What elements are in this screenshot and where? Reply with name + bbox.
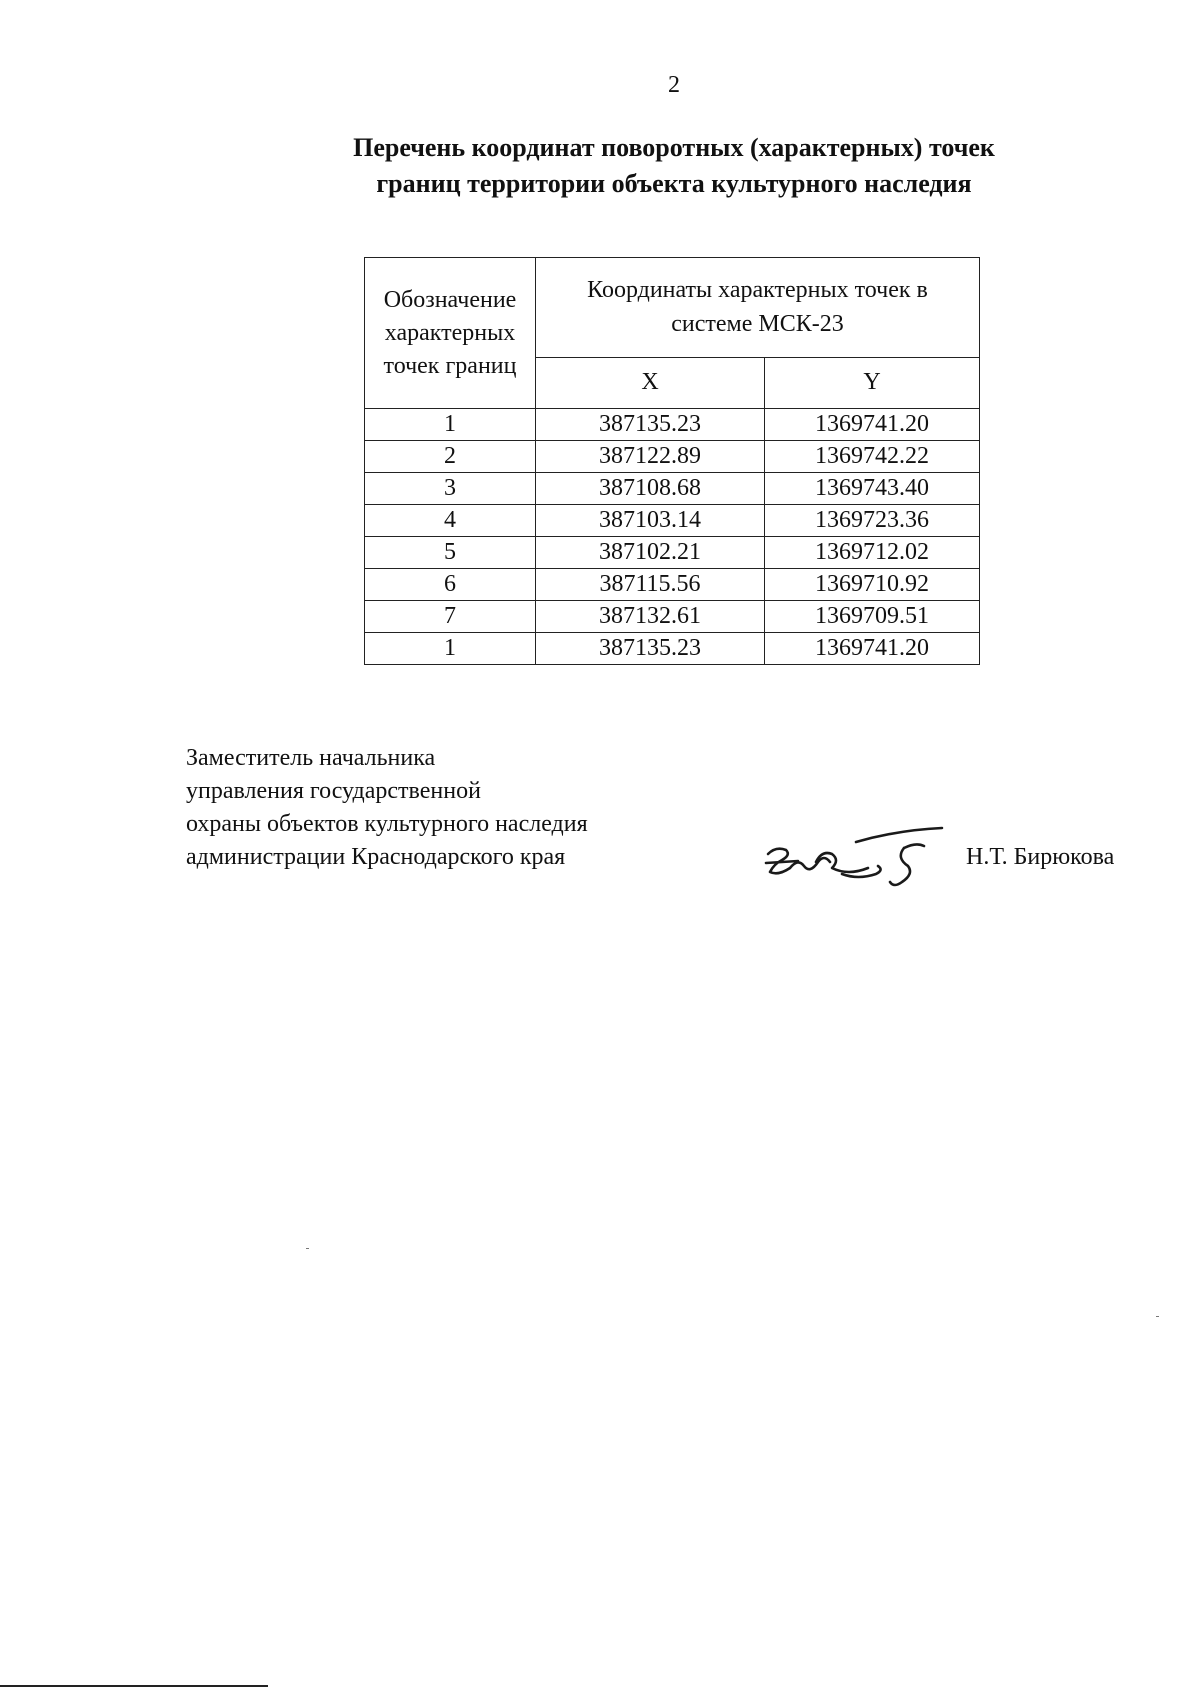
position-line: Заместитель начальника — [186, 745, 436, 771]
table-row — [365, 537, 980, 569]
scan-speck — [1156, 1316, 1159, 1317]
y-value: 1369709.51 — [765, 601, 980, 633]
x-value: 387102.21 — [536, 537, 765, 569]
footnote-rule — [0, 1685, 268, 1687]
point-number: 1 — [365, 633, 536, 665]
header-point-designation: Обозначение характерных точек границ — [365, 258, 536, 409]
position-line: охраны объектов культурного наследия — [186, 811, 588, 837]
x-value: 387103.14 — [536, 505, 765, 537]
table-row — [365, 473, 980, 505]
y-value: 1369741.20 — [765, 633, 980, 665]
x-value: 387115.56 — [536, 569, 765, 601]
x-value: 387135.23 — [536, 633, 765, 665]
point-number: 1 — [365, 409, 536, 441]
table-row — [365, 569, 980, 601]
position-line: администрации Краснодарского края — [186, 844, 566, 870]
y-value: 1369743.40 — [765, 473, 980, 505]
x-value: 387135.23 — [536, 409, 765, 441]
y-value: 1369741.20 — [765, 409, 980, 441]
y-value: 1369712.02 — [765, 537, 980, 569]
y-value: 1369710.92 — [765, 569, 980, 601]
header-coordinates-group: Координаты характерных точек в системе МСК-23 — [536, 258, 980, 358]
header-x: X — [536, 357, 765, 408]
position-line: управления государственной — [186, 778, 481, 804]
header-y: Y — [765, 357, 980, 408]
document-title — [300, 130, 1048, 202]
signatory-position — [186, 742, 588, 874]
point-number: 4 — [365, 505, 536, 537]
table-row — [365, 505, 980, 537]
table-row — [365, 441, 980, 473]
page-number: 2 — [668, 72, 680, 98]
coordinates-table — [364, 257, 980, 665]
point-number: 6 — [365, 569, 536, 601]
signer-name: Н.Т. Бирюкова — [966, 844, 1115, 870]
x-value: 387132.61 — [536, 601, 765, 633]
title-line-2: границ территории объекта культурного наследия — [376, 169, 972, 198]
point-number: 7 — [365, 601, 536, 633]
point-number: 5 — [365, 537, 536, 569]
title-line-1: Перечень координат поворотных (характерных) точек — [353, 133, 995, 162]
table-row — [365, 633, 980, 665]
x-value: 387122.89 — [536, 441, 765, 473]
table-row — [365, 601, 980, 633]
x-value: 387108.68 — [536, 473, 765, 505]
point-number: 2 — [365, 441, 536, 473]
y-value: 1369723.36 — [765, 505, 980, 537]
table-row — [365, 409, 980, 441]
y-value: 1369742.22 — [765, 441, 980, 473]
handwritten-signature — [758, 818, 948, 898]
point-number: 3 — [365, 473, 536, 505]
scan-speck — [306, 1248, 309, 1249]
